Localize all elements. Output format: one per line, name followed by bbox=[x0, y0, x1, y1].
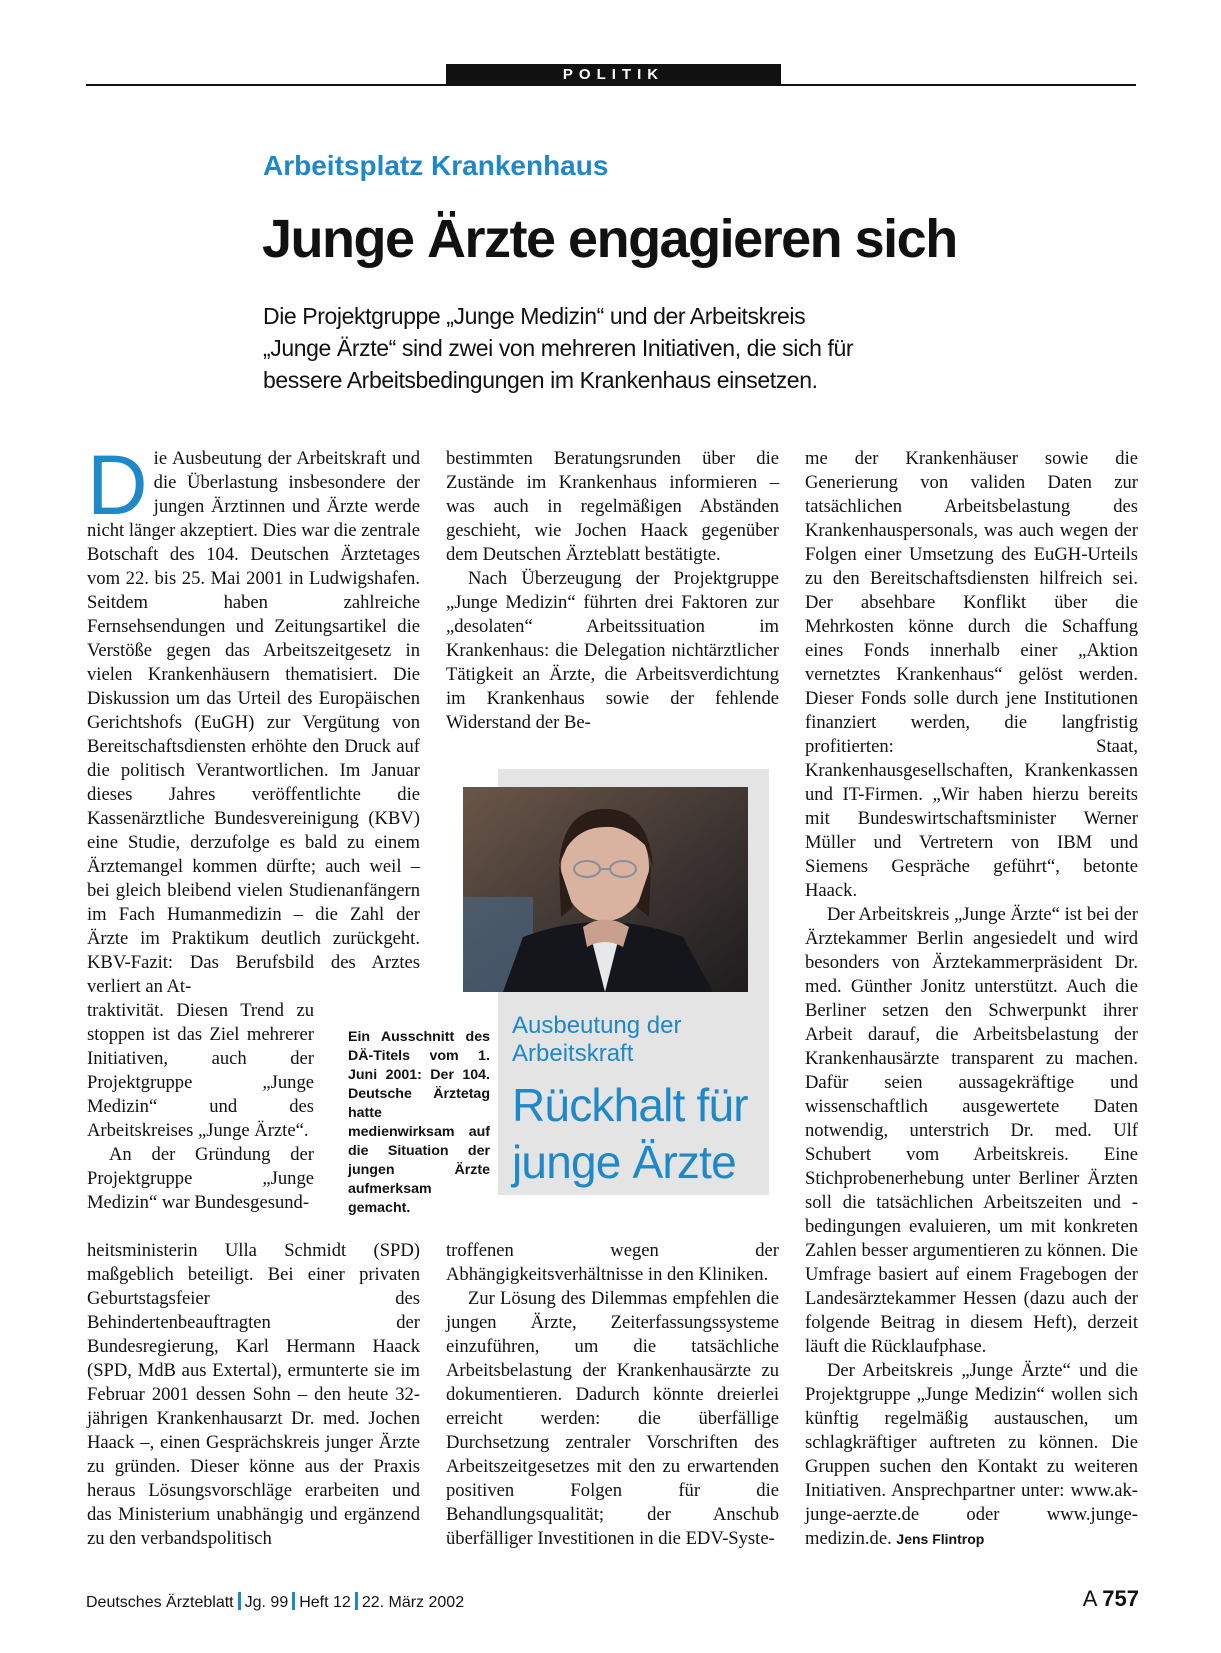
column-2-bottom bbox=[446, 1239, 779, 1551]
paragraph: heitsministerin Ulla Schmidt (SPD) maßgeblich beteiligt. Bei einer privaten Geburtstagsfeier des Behindertenbeauftragten der Bundesregierung, Karl Hermann Haack (SPD, MdB aus Extertal), ermunterte sie im Februar 2001 dessen Sohn – den heute 32-jährigen Krankenhausarzt Dr. med. Jochen Haack –, einen Gesprächskreis junger Ärzte zu gründen. Dieser könne aus der Praxis heraus Lösungsvorschläge erarbeiten und das Ministerium unabhängig und ergänzend zu den verbandspolitisch bbox=[87, 1240, 420, 1549]
journal-issue: Heft 12 bbox=[299, 1594, 351, 1611]
author-byline: Jens Flintrop bbox=[896, 1531, 985, 1547]
teaser-kicker: Ausbeutung der Arbeitskraft bbox=[512, 1012, 682, 1067]
photo-illustration bbox=[463, 787, 748, 992]
journal-name: Deutsches Ärzteblatt bbox=[86, 1594, 234, 1611]
journal-volume: Jg. 99 bbox=[244, 1594, 289, 1611]
photo-caption: Ein Ausschnitt des DÄ-Titels vom 1. Juni 2001: Der 104. Deutsche Ärztetag hatte medienwirksam auf die Situation der jungen Ärzte aufmerksam gemacht. bbox=[348, 1029, 490, 1216]
intro-line: bessere Arbeitsbedingungen im Krankenhaus einsetzen. bbox=[263, 367, 818, 393]
footer-separator bbox=[238, 1592, 241, 1610]
page-number-value: 757 bbox=[1102, 1586, 1139, 1611]
paragraph: me der Krankenhäuser sowie die Generierung von validen Daten zur tatsächlichen Arbeitsbelastung des Krankenhauspersonals, was auch wegen der Folgen einer Umsetzung des EuGH-Urteils zu den Bereitschaftsdiensten hilfreich sei. Der absehbare Konflikt über die Mehrkosten könne durch die Schaffung eines Fonds innerhalb einer „Aktion vernetztes Krankenhaus“ gelöst werden. Dieser Fonds solle durch jene Institutionen finanziert werden, die langfristig profitierten: Staat, Krankenhausgesellschaften, Krankenkassen und IT-Firmen. „Wir haben hierzu bereits mit Bundeswirtschaftsminister Werner Müller und Vertretern von IBM und Siemens Gespräche geführt“, betonte Haack. bbox=[805, 448, 1138, 901]
paragraph: An der Gründung der Projektgruppe „Junge Medizin“ war Bundesgesund- bbox=[87, 1144, 314, 1213]
intro-line: Die Projektgruppe „Junge Medizin“ und der Arbeitskreis bbox=[263, 303, 806, 329]
article-intro bbox=[263, 300, 963, 396]
journal-date: 22. März 2002 bbox=[361, 1594, 465, 1611]
paragraph bbox=[805, 1359, 1138, 1551]
footer-separator bbox=[355, 1592, 358, 1610]
drop-cap: D bbox=[87, 438, 148, 532]
section-label: POLITIK bbox=[446, 64, 781, 86]
paragraph-text: ie Ausbeutung der Arbeitskraft und die Überlastung insbesondere der jungen Ärztinnen und Ärzte werde nicht länger akzeptiert. Dies war die zentrale Botschaft des 104. Deutschen Ärztetages vom 22. bis 25. Mai 2001 in Ludwigshafen. Seitdem haben zahlreiche Fernsehsendungen und Zeitungsartikel die Verstöße gegen das Arbeitszeitgesetz in vielen Krankenhäusern thematisiert. Die Diskussion um das Urteil des Europäischen Gerichtshofs (EuGH) zur Vergütung von Bereitschaftsdiensten erhöhte den Druck auf die politisch Verantwortlichen. Im Januar dieses Jahres veröffentlichte die Kassenärztliche Bundesvereinigung (KBV) eine Studie, derzufolge es bald zu einem Ärztemangel kommen dürfte; auch weil – bei gleich bleibend vielen Studienanfängern im Fach Humanmedizin – die Zahl der Ärzte im Praktikum deutlich zurückgeht. KBV-Fazit: Das Berufsbild des Arztes verliert an At- bbox=[87, 448, 420, 997]
column-3 bbox=[805, 447, 1138, 1551]
paragraph: troffenen wegen der Abhängigkeitsverhältnisse in den Kliniken. bbox=[446, 1240, 779, 1285]
teaser-title: Rückhalt für junge Ärzte bbox=[512, 1079, 748, 1188]
article-kicker: Arbeitsplatz Krankenhaus bbox=[263, 150, 609, 181]
footer-separator bbox=[292, 1592, 295, 1610]
intro-line: „Junge Ärzte“ sind zwei von mehreren Initiativen, die sich für bbox=[263, 335, 854, 361]
column-1-top bbox=[87, 438, 420, 999]
paragraph bbox=[87, 438, 420, 999]
paragraph: traktivität. Diesen Trend zu stoppen ist das Ziel mehrerer Initiativen, auch der Projektgruppe „Junge Medizin“ und des Arbeitskreises „Junge Ärzte“. bbox=[87, 1000, 314, 1141]
article-headline: Junge Ärzte engagieren sich bbox=[262, 209, 957, 269]
paragraph: Zur Lösung des Dilemmas empfehlen die jungen Ärzte, Zeiterfassungssysteme einzuführen, um die tatsächliche Arbeitsbelastung der Krankenhausärzte zu dokumentieren. Dadurch könnte dreierlei erreicht werden: die überfällige Durchsetzung zentraler Vorschriften des Arbeitszeitgesetzes mit den zu erwartenden positiven Folgen für die Behandlungsqualität; der Anschub überfälliger Investitionen in die EDV-Syste- bbox=[446, 1288, 779, 1549]
paragraph: bestimmten Beratungsrunden über die Zustände im Krankenhaus informieren – was auch in regelmäßigen Abständen geschieht, wie Jochen Haack gegenüber dem Deutschen Ärzteblatt bestätigte. bbox=[446, 448, 779, 565]
page-number bbox=[1083, 1586, 1139, 1612]
paragraph-text: Der Arbeitskreis „Junge Ärzte“ und die Projektgruppe „Junge Medizin“ wollen sich künftig regelmäßig austauschen, um schlagkräftiger auftreten zu können. Die Gruppen suchen den Kontakt zu weiteren Initiativen. Ansprechpartner unter: www.ak-junge-aerzte.de oder www.junge-medizin.de. bbox=[805, 1360, 1138, 1549]
column-1-middle bbox=[87, 999, 314, 1215]
article-photo bbox=[463, 787, 748, 992]
column-1-bottom bbox=[87, 1239, 420, 1551]
page-footer bbox=[86, 1592, 464, 1612]
page-prefix: A bbox=[1082, 1586, 1097, 1611]
paragraph: Nach Überzeugung der Projektgruppe „Junge Medizin“ führten drei Faktoren zur „desolaten“ Arbeitssituation im Krankenhaus: die Delegation nichtärztlicher Tätigkeit an Ärzte, die Arbeitsverdichtung im Krankenhaus sowie der fehlende Widerstand der Be- bbox=[446, 568, 779, 733]
paragraph: Der Arbeitskreis „Junge Ärzte“ ist bei der Ärztekammer Berlin angesiedelt und wird besonders von Ärztekammerpräsident Dr. med. Günther Jonitz unterstützt. Auch die Berliner setzen den Schwerpunkt ihrer Arbeit darauf, die Arbeitsbelastung der Krankenhausärzte transparent zu machen. Dafür seien aussagekräftige und wissenschaftlich ausgewertete Daten notwendig, unterstrich Dr. med. Ulf Schubert vom Arbeitskreis. Eine Stichprobenerhebung unter Berliner Ärzten soll die tatsächlichen Arbeitszeiten und -bedingungen evaluieren, um mit konkreten Zahlen besser argumentieren zu können. Die Umfrage basiert auf einem Fragebogen der Landesärztekammer Hessen (dazu auch der folgende Beitrag in diesem Heft), derzeit läuft die Rücklaufphase. bbox=[805, 904, 1138, 1357]
column-2-top bbox=[446, 447, 779, 735]
